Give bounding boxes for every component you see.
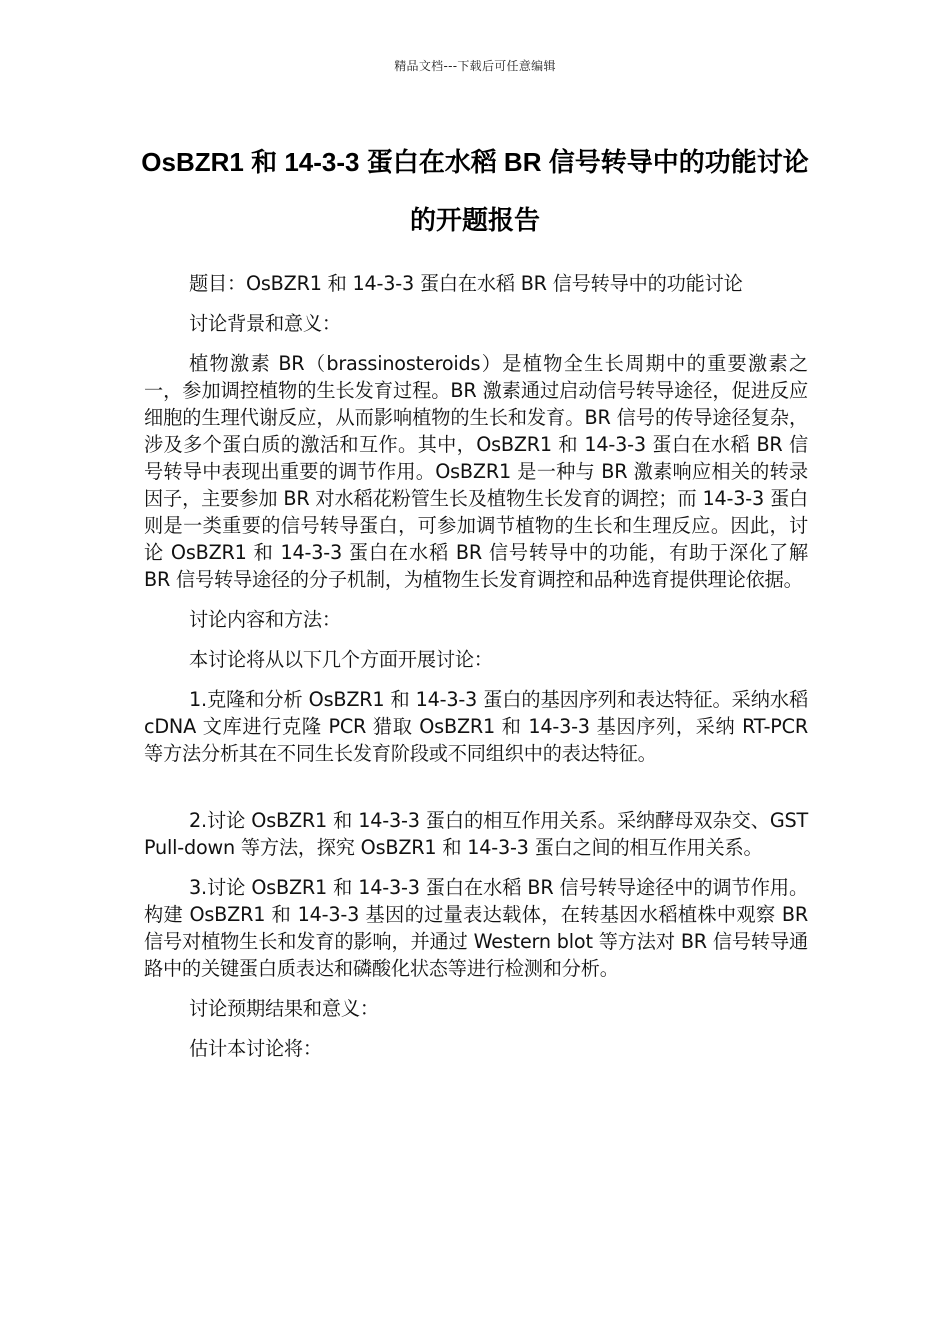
document-title: OsBZR1 和 14-3-3 蛋白在水稻 BR 信号转导中的功能讨论的开题报告 — [141, 147, 809, 235]
methods-intro: 本讨论将从以下几个方面开展讨论： — [189, 648, 493, 671]
subject-line: 题目：OsBZR1 和 14-3-3 蛋白在水稻 BR 信号转导中的功能讨论 — [189, 272, 743, 295]
document-body — [144, 270, 808, 1075]
background-paragraph: 植物激素 BR（brassinosteroids）是植物全生长周期中的重要激素之一，参加调控植物的生长发育过程。BR 激素通过启动信号转导途径，促进反应细胞的生理代谢反应，从而影响植物的生长和发育。BR 信号的传导途径复杂，涉及多个蛋白质的激活和互作。其中，OsBZR1 和 14-3-3 蛋白在水稻 BR 信号转导中表现出重要的调节作用。OsBZR1 是一种与 BR 激素响应相关的转录因子，主要参加 BR 对水稻花粉管生长及植物生长发育的调控；而 14-3-3 蛋白则是一类重要的信号转导蛋白，可参加调节植物的生长和生理反应。因此，讨论 OsBZR1 和 14-3-3 蛋白在水稻 BR 信号转导中的功能，有助于深化了解 BR 信号转导途径的分子机制，为植物生长发育调控和品种选育提供理论依据。 — [144, 352, 808, 591]
method-item-3: 3.讨论 OsBZR1 和 14-3-3 蛋白在水稻 BR 信号转导途径中的调节作用。构建 OsBZR1 和 14-3-3 基因的过量表达载体，在转基因水稻植株中观察 BR 信号对植物生长和发育的影响，并通过 Western blot 等方法对 BR 信号转导通路中的关键蛋白质表达和磷酸化状态等进行检测和分析。 — [144, 876, 808, 980]
method-item-1: 1.克隆和分析 OsBZR1 和 14-3-3 蛋白的基因序列和表达特征。采纳水稻 cDNA 文库进行克隆 PCR 猎取 OsBZR1 和 14-3-3 基因序列，采纳 RT-PCR 等方法分析其在不同生长发育阶段或不同组织中的表达特征。 — [144, 688, 808, 765]
header-note: 精品文档---下载后可任意编辑 — [394, 59, 556, 73]
methods-heading: 讨论内容和方法： — [189, 608, 341, 631]
results-heading: 讨论预期结果和意义： — [189, 997, 379, 1020]
background-heading: 讨论背景和意义： — [189, 312, 341, 335]
results-intro: 估计本讨论将： — [189, 1037, 322, 1060]
method-item-2: 2.讨论 OsBZR1 和 14-3-3 蛋白的相互作用关系。采纳酵母双杂交、GST Pull-down 等方法，探究 OsBZR1 和 14-3-3 蛋白之间的相互作用关系。 — [144, 809, 808, 859]
